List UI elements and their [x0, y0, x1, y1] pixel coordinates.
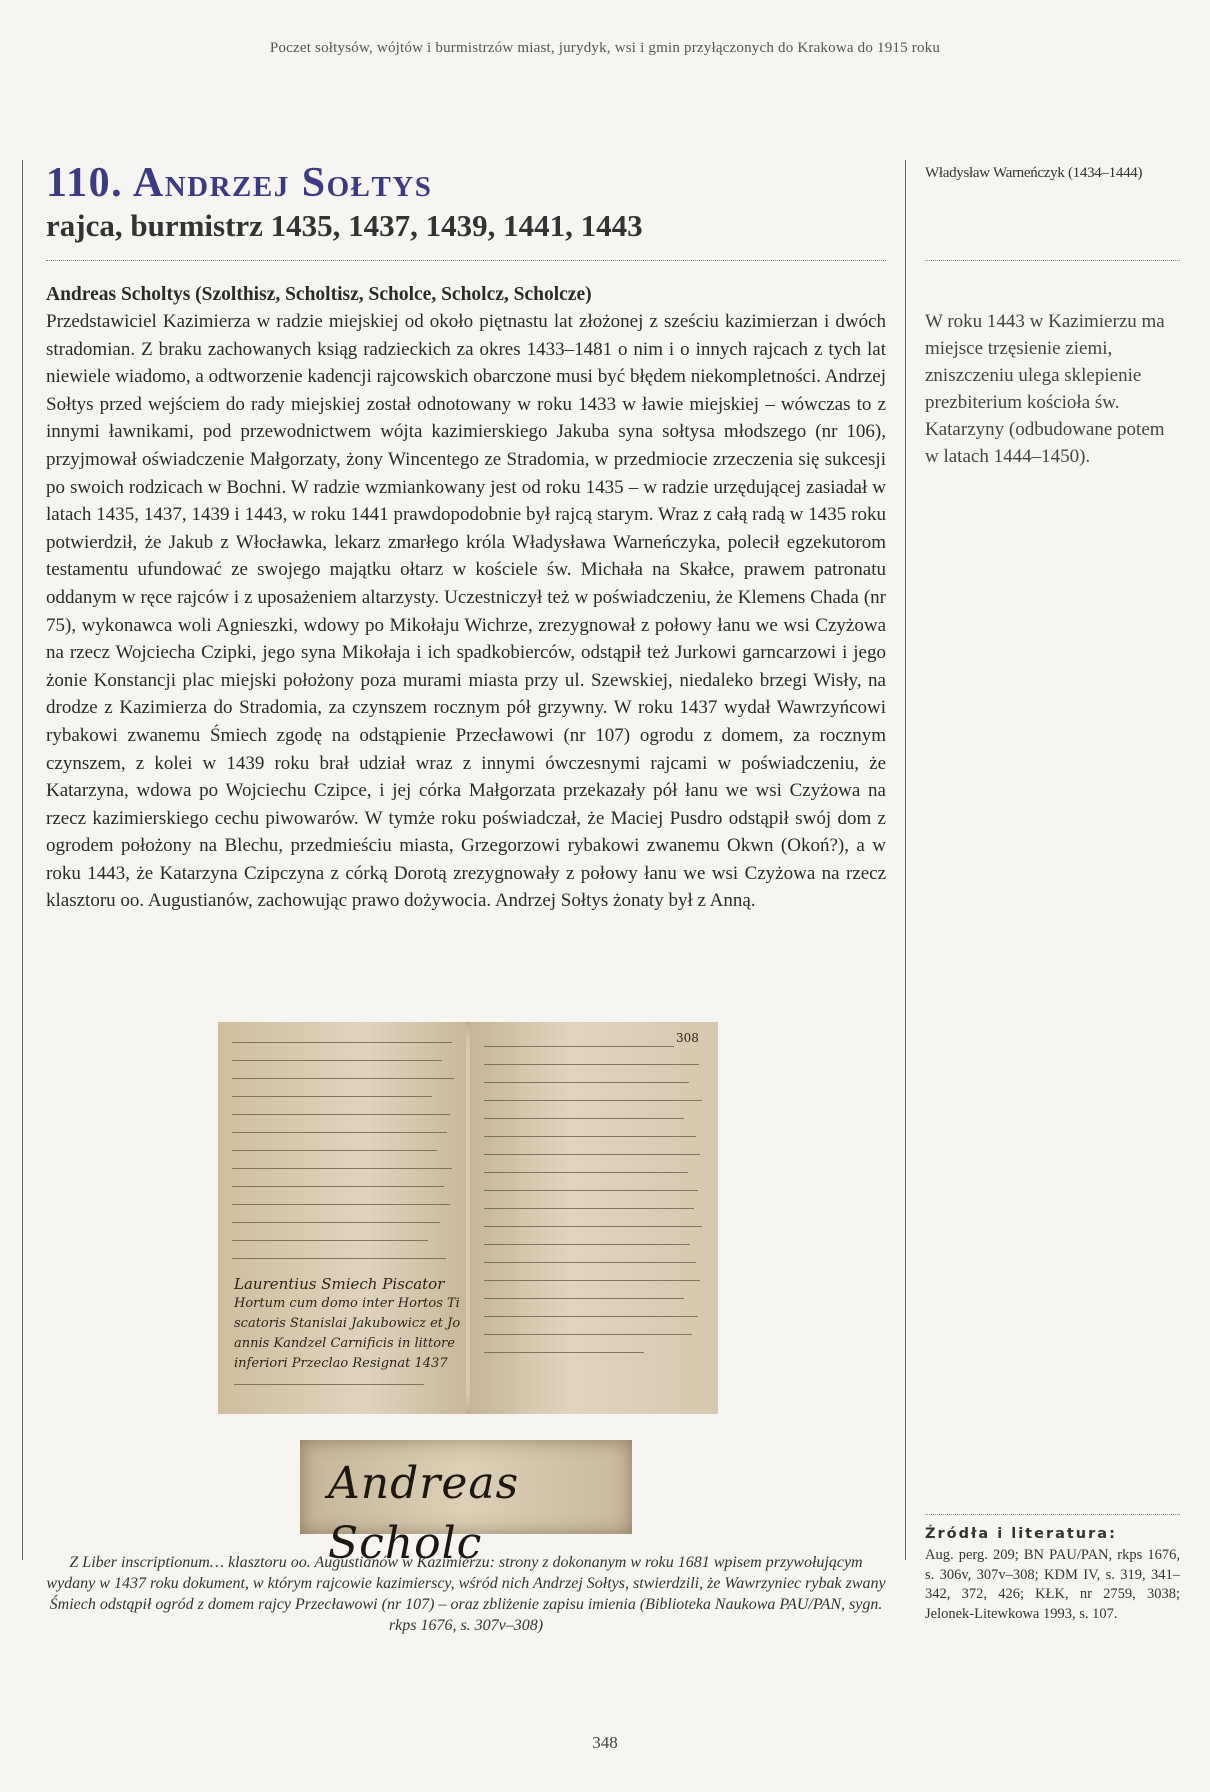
signature-closeup — [300, 1440, 632, 1569]
biography-text: Przedstawiciel Kazimierza w radzie miejskiej od około piętnastu lat złożonej z sześciu kazimierzan i dwóch stradomian. Z braku zachowanych ksiąg radzieckich za okres 1433–1481 o nim i o innych rajcach z tych lat niewiele wiadomo, a odtworzenie kadencji rajcowskich obarczone musi być błędem niekompletności. Andrzej Sołtys przed wejściem do rady miejskiej został odnotowany w roku 1433 w ławie miejskiej – wówczas to z innymi ławnikami, pod przewodnictwem wójta kazimierskiego Jakuba syna sołtysa młodszego (nr 106), przyjmował oświadczenie Małgorzaty, żony Wincentego ze Stradomia, w przedmiocie zrzeczenia się sukcesji po swoich rodzicach w Bochni. W radzie wzmiankowany jest od roku 1435 – w radzie urzędującej zasiadał w latach 1435, 1437, 1439 i 1443, w roku 1441 prawdopodobnie był rajcą starym. Wraz z całą radą w 1435 roku potwierdził, że Jakub z Włocławka, lekarz zmarłego króla Władysława Warneńczyka, polecił egzekutorom testamentu ufundować ze swojego majątku ołtarz w kościele św. Michała na Skałce, prawem patronatu oddanym w ręce rajców i z uposażeniem altarzysty. Uczestniczył też w poświadczeniu, że Klemens Chada (nr 75), wykonawca woli Agnieszki, wdowy po Mikołaju Wichrze, zrezygnował z połowy łanu we wsi Czyżowa na rzecz Wojciecha Czipki, jego syna Mikołaja i ich spadkobierców, odstąpił też Jurkowi garncarzowi i jego żonie Konstancji plac miejski położony poza murami miasta przy ul. Szewskiej, niedaleko brzegi Wisły, na drodze z Kazimierza do Stradomia, za czynszem rocznym pół grzywny. W roku 1437 wydał Wawrzyńcowi rybakowi zwanemu Śmiech zgodę na odstąpienie Przecławowi (nr 107) ogrodu z domem, za rocznym czynszem, z kolei w 1439 roku brał udział wraz z innymi ówczesnymi rajcami w poświadczeniu, że Katarzyna, wdowa po Wojciechu Czipce, i jej córka Małgorzata przekazały pół łanu we wsi Czyżowa na rzecz kazimierskiego cechu piwowarów. W tymże roku poświadczał, że Maciej Pusdro odstąpił swój dom z ogrodem położony na Blechu, przedmieściu miasta, Grzegorzowi rybakowi zwanemu Okwn (Okoń?), a w roku 1443, że Katarzyna Czipczyna z córką Dorotą zrezygnowały z połowy łanu we wsi Czyżowa na rzecz klasztoru oo. Augustianów, zachowując prawo dożywocia. Andrzej Sołtys żonaty był z Anną. — [46, 311, 886, 912]
signature-script: Andreas Scholc — [328, 1458, 520, 1569]
sources-list: Aug. perg. 209; BN PAU/PAN, rkps 1676, s. 306v, 307v–308; KDM IV, s. 319, 341–342, 372, 426; KŁK, nr 2759, 3038; Jelonek-Litewkowa 1993, s. 107. — [925, 1547, 1180, 1622]
sidebar-historical-note: W roku 1443 w Kazimierzu ma miejsce trzęsienie ziemi, zniszczeniu ulega sklepienie prezbiterium kościoła św. Katarzyny (odbudowane potem w latach 1444–1450). — [925, 311, 1165, 467]
folio-number: 308 — [676, 1031, 699, 1045]
manuscript-photo — [218, 1022, 718, 1414]
entry-title: 110. Andrzej Sołtys — [46, 160, 433, 206]
column-divider-rule — [905, 160, 906, 1560]
left-margin-rule — [22, 160, 23, 1560]
entry-subtitle: rajca, burmistrz 1435, 1437, 1439, 1441, 1443 — [46, 208, 643, 243]
manuscript-line: Laurentius Smiech Piscator — [234, 1275, 445, 1293]
page-number: 348 — [592, 1733, 618, 1752]
manuscript-line: scatoris Stanislai Jakubowicz et Jo — [234, 1316, 461, 1331]
title-dotted-divider — [46, 260, 886, 261]
name-variants: Andreas Scholtys (Szolthisz, Scholtisz, Scholce, Scholcz, Scholcze) — [46, 284, 592, 305]
manuscript-right-page — [470, 1022, 718, 1414]
manuscript-line: Hortum cum domo inter Hortos Ti — [234, 1296, 460, 1311]
sources-heading: Źródła i literatura: — [925, 1526, 1117, 1542]
manuscript-line: inferiori Przeclao Resignat 1437 — [234, 1356, 448, 1371]
manuscript-line: annis Kandzel Carnificis in littore — [234, 1336, 455, 1351]
main-column — [46, 160, 886, 915]
sidebar-dotted-divider — [925, 260, 1180, 261]
running-head: Poczet sołtysów, wójtów i burmistrzów miast, jurydyk, wsi i gmin przyłączonych do Krakowa do 1915 roku — [269, 40, 941, 56]
ruler-period: Władysław Warneńczyk (1434–1444) — [925, 165, 1143, 181]
figure-caption: Z Liber inscriptionum… klasztoru oo. Augustianów w Kazimierzu: strony z dokonanym w roku 1681 wpisem przywołującym wydany w 1437 roku dokument, w którym rajcowie kazimierscy, wśród nich Andrzej Sołtys, stwierdzili, że Wawrzyniec rybak zwany Śmiech odstąpił ogród z domem rajcy Przecławowi (nr 107) – oraz zbliżenie zapisu imienia (Biblioteka Naukowa PAU/PAN, sygn. rkps 1676, s. 307v–308) — [46, 1554, 886, 1634]
sources-dotted-divider — [925, 1514, 1180, 1515]
